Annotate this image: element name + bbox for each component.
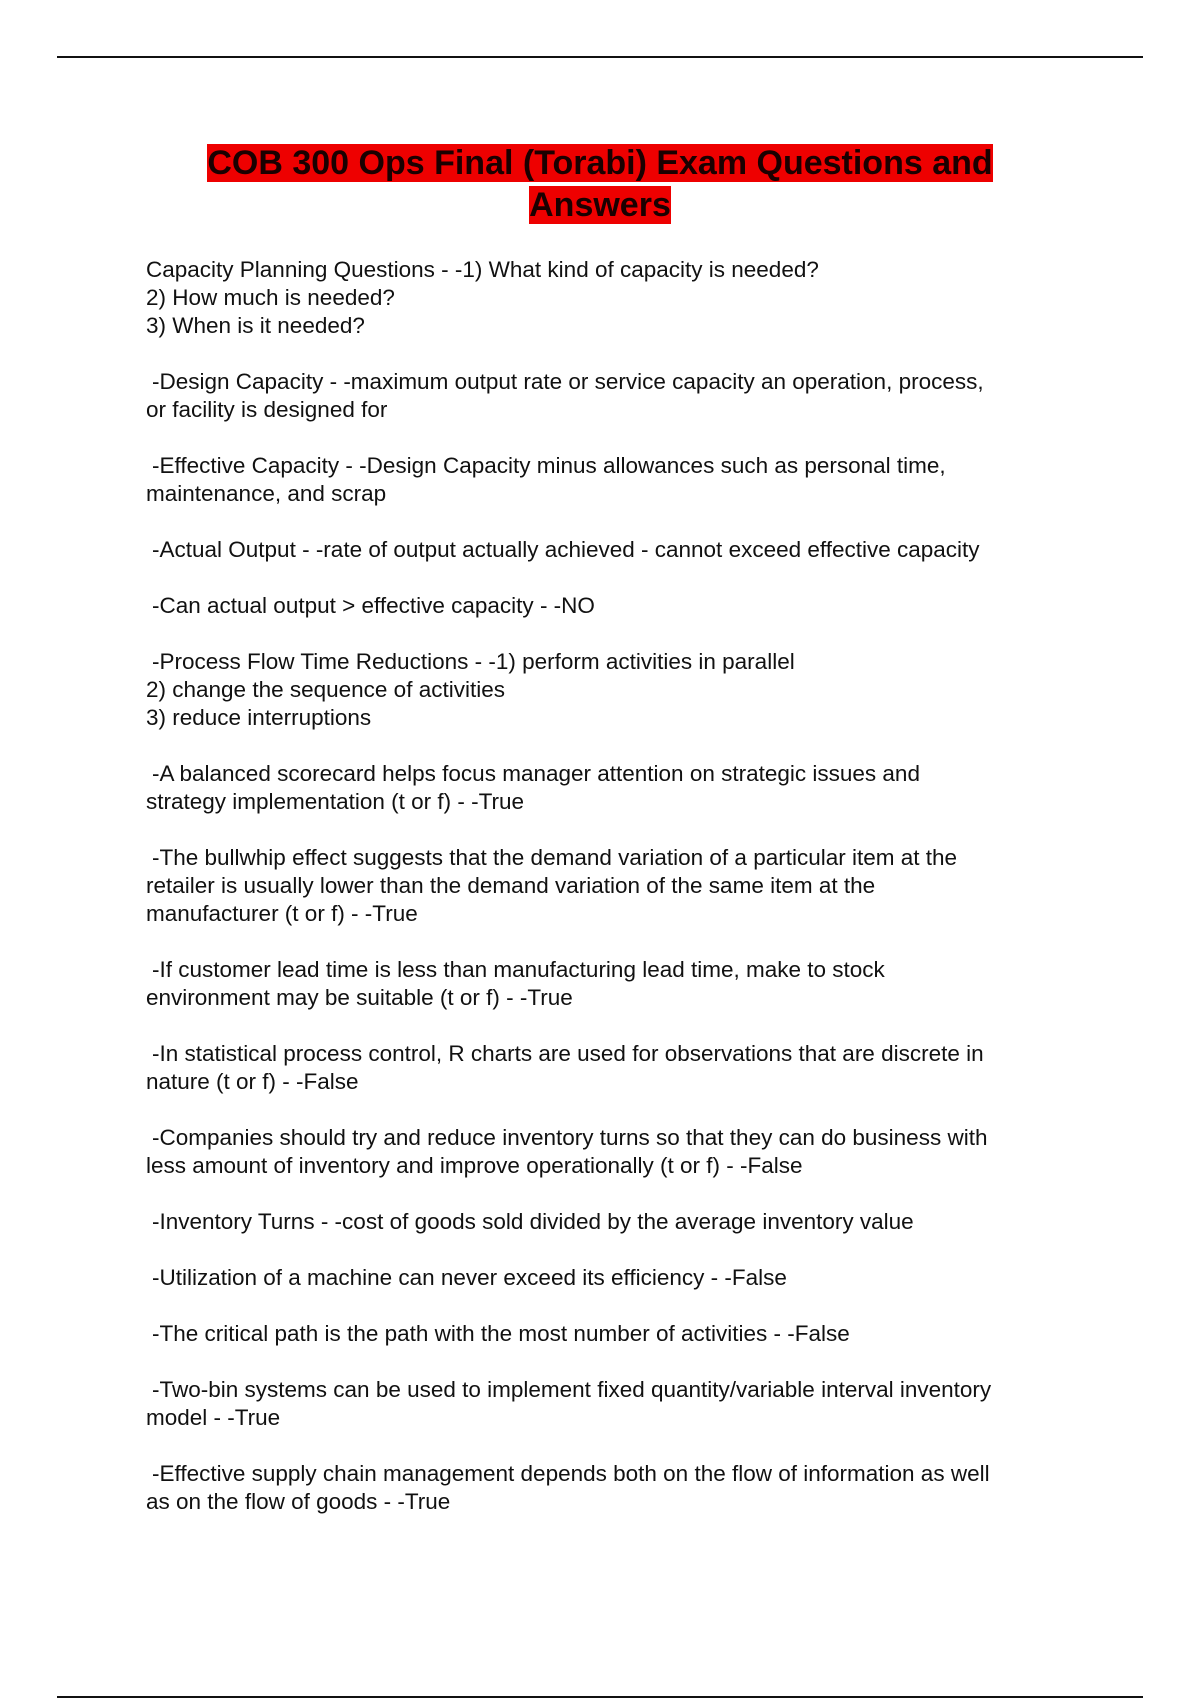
entry-line: less amount of inventory and improve operationally (t or f) - -False xyxy=(146,1153,803,1178)
qa-entry xyxy=(146,844,1076,928)
qa-list xyxy=(146,256,1076,1544)
entry-line: strategy implementation (t or f) - -True xyxy=(146,789,525,814)
qa-entry xyxy=(146,368,1076,424)
entry-line: model - -True xyxy=(146,1405,281,1430)
entry-line: Capacity Planning Questions - -1) What kind of capacity is needed? xyxy=(146,257,819,282)
qa-entry xyxy=(146,1320,1076,1348)
qa-entry xyxy=(146,1124,1076,1180)
entry-line: -Can actual output > effective capacity - -NO xyxy=(152,593,595,618)
qa-entry xyxy=(146,648,1076,732)
entry-line: -Companies should try and reduce inventory turns so that they can do business with xyxy=(152,1125,988,1150)
entry-line: 3) When is it needed? xyxy=(146,313,365,338)
entry-line: -Effective Capacity - -Design Capacity minus allowances such as personal time, xyxy=(152,453,946,478)
title-line-2: Answers xyxy=(529,186,671,224)
qa-entry xyxy=(146,1040,1076,1096)
entry-line: -A balanced scorecard helps focus manager attention on strategic issues and xyxy=(152,761,920,786)
entry-line: 2) How much is needed? xyxy=(146,285,395,310)
entry-line: retailer is usually lower than the demand variation of the same item at the xyxy=(146,873,876,898)
qa-entry xyxy=(146,1376,1076,1432)
entry-line: maintenance, and scrap xyxy=(146,481,387,506)
title-line-1: COB 300 Ops Final (Torabi) Exam Questions and xyxy=(207,144,993,182)
qa-entry xyxy=(146,592,1076,620)
entry-line: manufacturer (t or f) - -True xyxy=(146,901,418,926)
qa-entry xyxy=(146,256,1076,340)
entry-line: -The critical path is the path with the most number of activities - -False xyxy=(152,1321,850,1346)
qa-entry xyxy=(146,536,1076,564)
qa-entry xyxy=(146,1264,1076,1292)
entry-line: -Utilization of a machine can never exceed its efficiency - -False xyxy=(152,1265,787,1290)
entry-line: or facility is designed for xyxy=(146,397,388,422)
entry-line: -Design Capacity - -maximum output rate or service capacity an operation, process, xyxy=(152,369,984,394)
qa-entry xyxy=(146,1460,1076,1516)
entry-line: -Two-bin systems can be used to implement fixed quantity/variable interval inventory xyxy=(152,1377,992,1402)
entry-line: -Actual Output - -rate of output actually achieved - cannot exceed effective capacity xyxy=(152,537,980,562)
entry-line: -The bullwhip effect suggests that the demand variation of a particular item at the xyxy=(152,845,958,870)
entry-line: -Inventory Turns - -cost of goods sold divided by the average inventory value xyxy=(152,1209,914,1234)
document-title xyxy=(100,142,1100,226)
entry-line: 2) change the sequence of activities xyxy=(146,677,505,702)
entry-line: -Process Flow Time Reductions - -1) perform activities in parallel xyxy=(152,649,795,674)
entry-line: -Effective supply chain management depends both on the flow of information as well xyxy=(152,1461,990,1486)
entry-line: as on the flow of goods - -True xyxy=(146,1489,451,1514)
entry-line: environment may be suitable (t or f) - -True xyxy=(146,985,573,1010)
entry-line: -If customer lead time is less than manufacturing lead time, make to stock xyxy=(152,957,885,982)
qa-entry xyxy=(146,452,1076,508)
bottom-rule xyxy=(57,1696,1143,1698)
qa-entry xyxy=(146,1208,1076,1236)
qa-entry xyxy=(146,956,1076,1012)
qa-entry xyxy=(146,760,1076,816)
top-rule xyxy=(57,56,1143,58)
entry-line: 3) reduce interruptions xyxy=(146,705,372,730)
entry-line: nature (t or f) - -False xyxy=(146,1069,359,1094)
entry-line: -In statistical process control, R charts are used for observations that are discrete in xyxy=(152,1041,984,1066)
